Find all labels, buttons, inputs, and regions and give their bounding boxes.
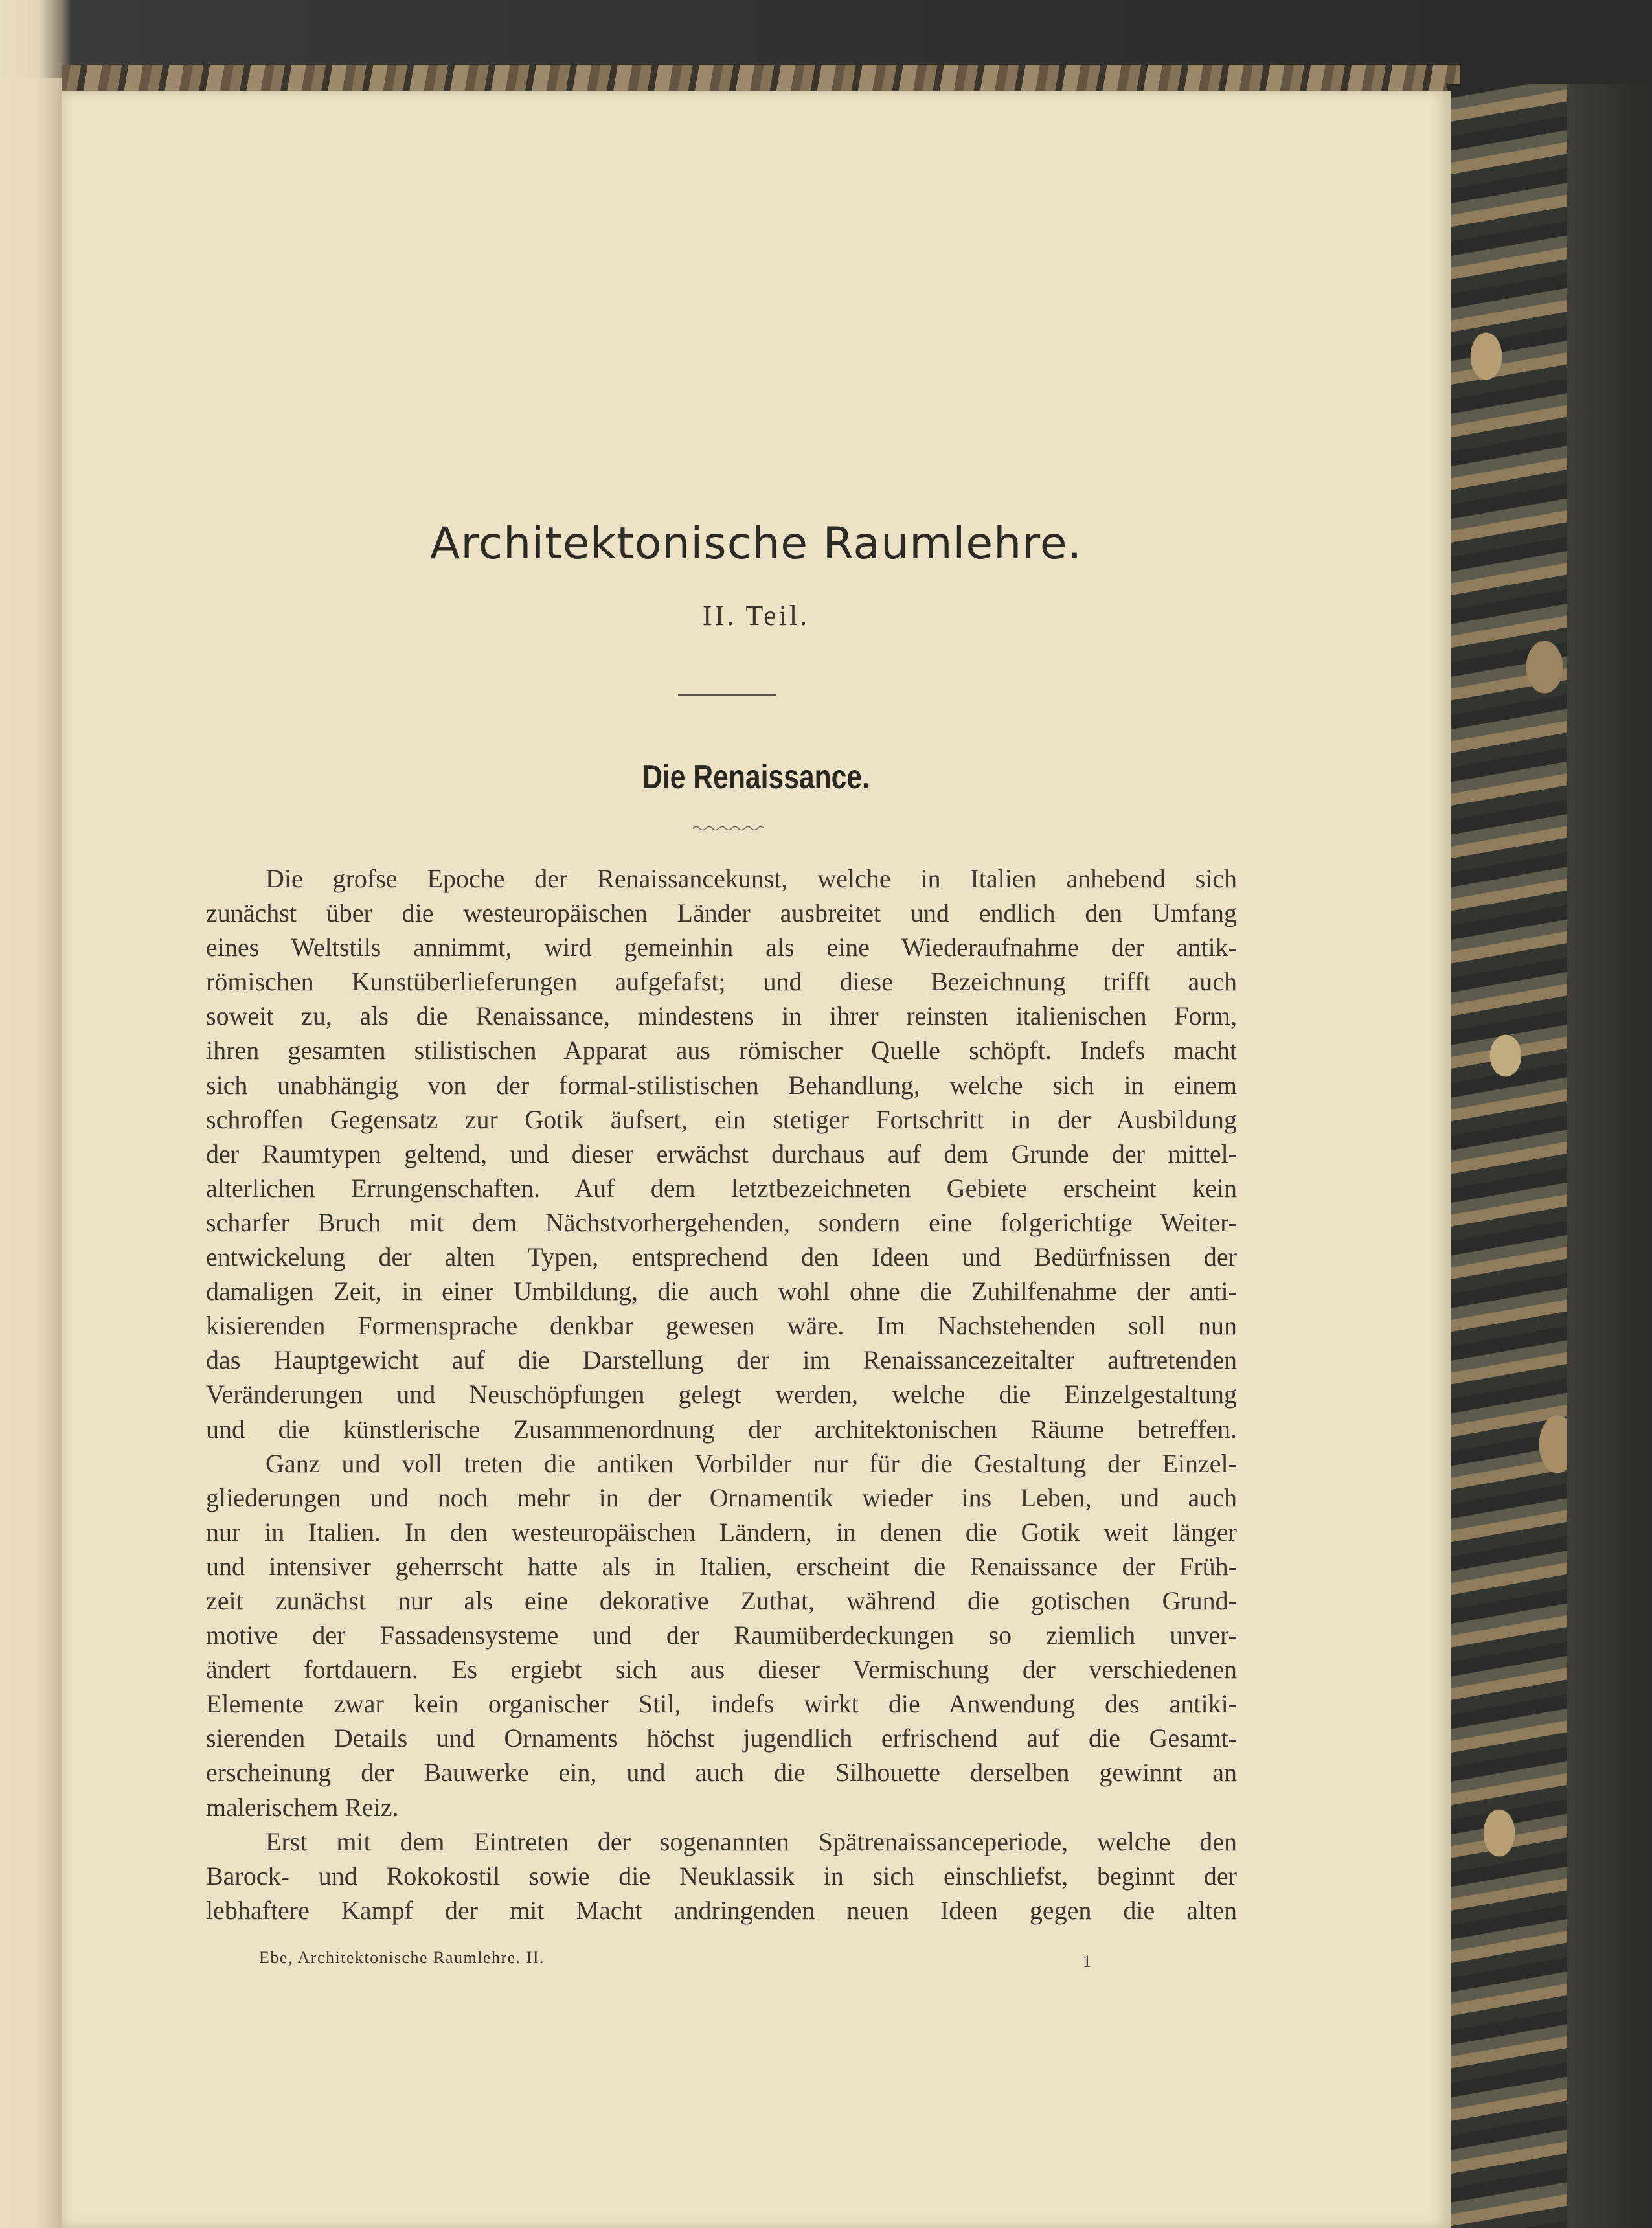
text-line: soweit zu, als die Renaissance, mindestens in ihrer reinsten italienischen Form, xyxy=(206,1001,1237,1031)
text-line: eines Weltstils annimmt, wird gemeinhin als eine Wiederaufnahme der antik- xyxy=(206,933,1237,962)
text-line: Barock- und Rokokostil sowie die Neuklassik in sich einschliefst, beginnt der xyxy=(206,1861,1237,1891)
wavy-ornament xyxy=(693,825,764,832)
text-line: Veränderungen und Neuschöpfungen gelegt werden, welche die Einzelgestaltung xyxy=(206,1380,1237,1409)
text-line: damaligen Zeit, in einer Umbildung, die auch wohl ohne die Zuhilfenahme der anti- xyxy=(206,1277,1237,1306)
text-line: Erst mit dem Eintreten der sogenannten Spätrenaissanceperiode, welche den xyxy=(266,1826,1237,1856)
text-line: und intensiver geherrscht hatte als in Italien, erscheint die Renaissance der Früh- xyxy=(206,1551,1237,1581)
text-line: kisierenden Formensprache denkbar gewesen wäre. Im Nachstehenden soll nun xyxy=(206,1311,1237,1341)
text-line: zunächst über die westeuropäischen Länder ausbreitet und endlich den Umfang xyxy=(206,898,1237,928)
text-line: das Hauptgewicht auf die Darstellung der im Renaissancezeitalter auftretenden xyxy=(206,1345,1237,1375)
section-heading: Die Renaissance. xyxy=(642,758,870,796)
text-line: schroffen Gegensatz zur Gotik äufsert, ein stetiger Fortschritt in der Ausbildung xyxy=(206,1104,1237,1134)
title-divider xyxy=(678,694,776,696)
text-line: der Raumtypen geltend, und dieser erwächst durchaus auf dem Grunde der mittel- xyxy=(206,1139,1237,1168)
text-line: ändert fortdauern. Es ergiebt sich aus dieser Vermischung der verschiedenen xyxy=(206,1655,1237,1685)
text-line: Ganz und voll treten die antiken Vorbilder nur für die Gestaltung der Einzel- xyxy=(266,1448,1237,1478)
text-line: und die künstlerische Zusammenordnung der architektonischen Räume betreffen. xyxy=(206,1414,1237,1444)
text-line: römischen Kunstüberlieferungen aufgefafst; und diese Bezeichnung trifft auch xyxy=(206,967,1237,997)
signature-footer: Ebe, Architektonische Raumlehre. II. xyxy=(259,1948,545,1967)
text-line: scharfer Bruch mit dem Nächstvorhergehenden, sondern eine folgerichtige Weiter- xyxy=(206,1207,1237,1237)
text-line: gliederungen und noch mehr in der Ornamentik wieder ins Leben, und auch xyxy=(206,1483,1237,1512)
facing-page-edge xyxy=(0,78,62,2228)
body-text xyxy=(206,861,1237,1927)
text-line: Die grofse Epoche der Renaissancekunst, welche in Italien anhebend sich xyxy=(266,864,1237,893)
text-line: nur in Italien. In den westeuropäischen Ländern, in denen die Gotik weit länger xyxy=(206,1517,1237,1547)
text-line: alterlichen Errungenschaften. Auf dem letztbezeichneten Gebiete erscheint kein xyxy=(206,1173,1237,1203)
text-line: malerischem Reiz. xyxy=(206,1792,399,1822)
text-line: lebhaftere Kampf der mit Macht andringenden neuen Ideen gegen die alten xyxy=(206,1895,1237,1925)
text-line: entwickelung der alten Typen, entsprechend den Ideen und Bedürfnissen der xyxy=(206,1242,1237,1272)
page-subtitle: II. Teil. xyxy=(702,600,810,631)
book-cover-edge xyxy=(1567,84,1652,2228)
text-line: erscheinung der Bauwerke ein, und auch die Silhouette derselben gewinnt an xyxy=(206,1758,1237,1788)
text-line: sich unabhängig von der formal-stilistischen Behandlung, welche sich in einem xyxy=(206,1070,1237,1100)
text-line: zeit zunächst nur als eine dekorative Zuthat, während die gotischen Grund- xyxy=(206,1586,1237,1615)
text-line: motive der Fassadensysteme und der Raumüberdeckungen so ziemlich unver- xyxy=(206,1620,1237,1650)
page-title: Architektonische Raumlehre. xyxy=(429,518,1083,569)
text-line: sierenden Details und Ornaments höchst jugendlich erfrischend auf die Gesamt- xyxy=(206,1723,1237,1753)
sheet-mark: 1 xyxy=(1083,1952,1091,1971)
text-line: Elemente zwar kein organischer Stil, indefs wirkt die Anwendung des antiki- xyxy=(206,1689,1237,1719)
text-line: ihren gesamten stilistischen Apparat aus römischer Quelle schöpft. Indefs macht xyxy=(206,1036,1237,1065)
